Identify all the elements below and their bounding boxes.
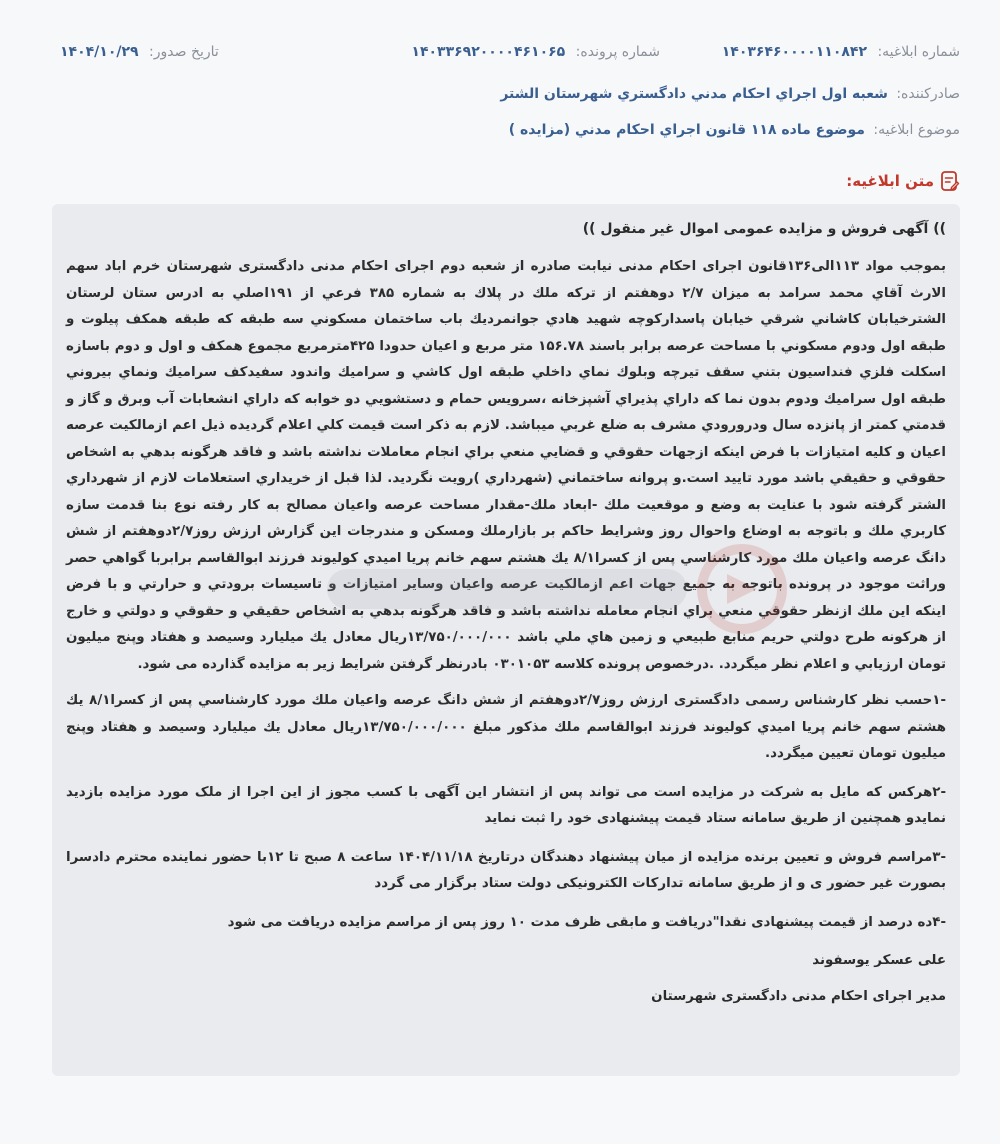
case-number [411,44,660,60]
section-title-text: متن ابلاغیه: [846,172,934,190]
subject-line [40,122,960,138]
signer-title: مدیر اجرای احکام مدنی دادگستری شهرستان [651,989,946,1004]
document-edit-icon [940,170,960,192]
notice-number-value: ۱۴۰۳۶۴۶۰۰۰۰۱۱۰۸۴۲ [721,44,867,60]
notice-header [40,44,960,70]
signer-name: علی عسکر یوسفوند [812,953,946,968]
notice-number-label: شماره ابلاغیه: [877,44,960,60]
case-number-label: شماره پرونده: [575,44,660,60]
issue-date-label: تاریخ صدور: [149,44,219,60]
issuer-value: شعبه اول اجراي احكام مدني دادگستري شهرستان الشتر [500,86,888,102]
notice-item-2: -۲هرکس که مایل به شرکت در مزایده است می تواند پس از انتشار این آگهی با کسب مجوز از این اجرا از ملک مورد مزایده بازدید نمایدو همچنین از طریق سامانه ستاد قیمت پیشنهادی خود را ثبت نماید [66,784,946,826]
notice-heading: )) آگهی فروش و مزایده عمومی اموال غیر منقول )) [582,221,946,237]
notice-content-panel [52,204,960,1076]
subject-value: موضوع ماده ۱۱۸ قانون اجراي احكام مدني (مزايده ) [508,122,865,138]
issue-date [60,44,219,60]
case-number-value: ۱۴۰۳۳۶۹۲۰۰۰۰۴۶۱۰۶۵ [411,44,566,60]
issuer-line [40,86,960,102]
notice-item-4: -۴ده درصد از قیمت پیشنهادی نقدا"دریافت و مابقی ظرف مدت ۱۰ روز پس از مراسم مزایده دریافت می شود [227,914,946,930]
notice-body: بموجب مواد ۱۱۳الی۱۳۶قانون اجرای احکام مدنی نیابت صادره از شعبه دوم اجرای احکام مدنی دادگستری شهرستان خرم اباد سهم الارث آقاي محمد سرامد به میزان ۲/۷ دوهفتم از ترکه ملك در پلاك به شماره ۳۸۵ فرعي از ۱۹۱اصلي به ادرس ستان لرستان الشترخيابان كاشاني شرقي خيابان پاسداركوچه شهيد هادي جوانمرديك باب ساختمان مسكوني سه طبقه كه طبقه همكف پيلوت و طبقه اول ودوم مسكوني با مساحت عرصه برابر باسند ۱۵۶.۷۸ متر مربع و اعيان حدودا ۴۲۵مترمربع مجموع همكف و اول و دوم باسازه اسكلت فلزي فنداسيون بتني سقف تيرچه وبلوك نماي داخلي طبقه اول كاشي و سراميك واندود سفيدكف سراميك ونماي بيروني طبقه اول سراميك ودوم بدون نما كه داراي پذيراي آشپزخانه ،سرويس حمام و دستشويي دو خوابه كه داراي انشعابات آب وبرق و گاز و قدمتي كمتر از پانزده سال ودرورودي مشرف به ضلع غربي ميباشد. لازم به ذكر است قيمت كلي اعلام گرديده ذيل اعم ازمالكيت عرصه اعيان و كليه امتيازات با فرض اينكه ازجهات حقوقي و قضايي منعي براي انجام معاملات نداشته باشد و فاقد هرگونه بدهي به اشخاص حقوقي و حقيقي باشد مورد تاييد است.و پروانه ساختماني (شهرداري )رويت نگرديد. لذا قبل از خريداري استعلامات لازم از شهرداري الشتر گرفته شود با عنايت به وضع و موقعيت ملك -ابعاد ملك-مقدار مساحت عرصه واعيان مصالح به كار رفته نوع بنا قدمت سازه كاربري ملك و باتوجه به اوضاع واحوال روز وشرايط حاكم بر بازارملك ومسكن و مندرجات اين گزارش ارزش روز۲/۷دوهفتم از شش دانگ عرصه واعيان ملك مورد كارشناسي پس از كسرا۸/۱ يك هشتم سهم خانم پريا اميدي كوليوند فرزند ابوالقاسم برابربا گواهي حصر وراثت موجود در پرونده باتوجه به جميع جهات اعم ازمالكيت عرصه واعيان وساير امتيازات و تاسيسات برودتي و حرارتي و با فرض اينكه اين ملك ازنظر حقوقي منعي براي انجام معامله نداشته باشد و فاقد هرگونه بدهي به اشخاص حقيقي و حقوقي و دولتي و خارج از هركونه طرح دولتي حريم منابع طبيعي و زمين هاي ملي باشد ۱۳/۷۵۰/۰۰۰/۰۰۰ريال معادل يك ميليارد وسيصد و هفتاد وپنج ميليون تومان ارزيابي و اعلام نظر ميگردد. .درخصوص پرونده كلاسه ۰۳۰۱۰۵۳ بادرنظر گرفتن شرايط زير به مزايده گذارده می شود. [66,259,946,672]
subject-label: موضوع ابلاغیه: [873,122,960,138]
notice-number [722,44,960,60]
issue-date-value: ۱۴۰۴/۱۰/۲۹ [60,44,139,60]
section-title [846,170,960,192]
issuer-label: صادرکننده: [896,86,960,102]
notice-item-1: -۱حسب نظر کارشناس رسمی دادگستری ارزش روز۲/۷دوهفتم از شش دانگ عرصه واعيان ملك مورد كارشناسي پس از كسرا۸/۱ يك هشتم سهم خانم پريا اميدي كوليوند فرزند ابوالقاسم ملك مذكور مبلغ ۱۳/۷۵۰/۰۰۰/۰۰۰ريال معادل يك ميليارد وسيصد و هفتاد وپنج ميليون تومان تعيين ميگردد. [66,693,946,761]
notice-item-3: -۳مراسم فروش و تعیین برنده مزایده از میان پیشنهاد دهندگان درتاریخ ۱۴۰۴/۱۱/۱۸ ساعت ۸ صبح تا ۱۲با حضور نماینده محترم دادسرا بصورت غیر حضور ی و از طریق سامانه تدارکات الکترونیکی دولت ستاد برگزار می گردد [66,849,947,891]
